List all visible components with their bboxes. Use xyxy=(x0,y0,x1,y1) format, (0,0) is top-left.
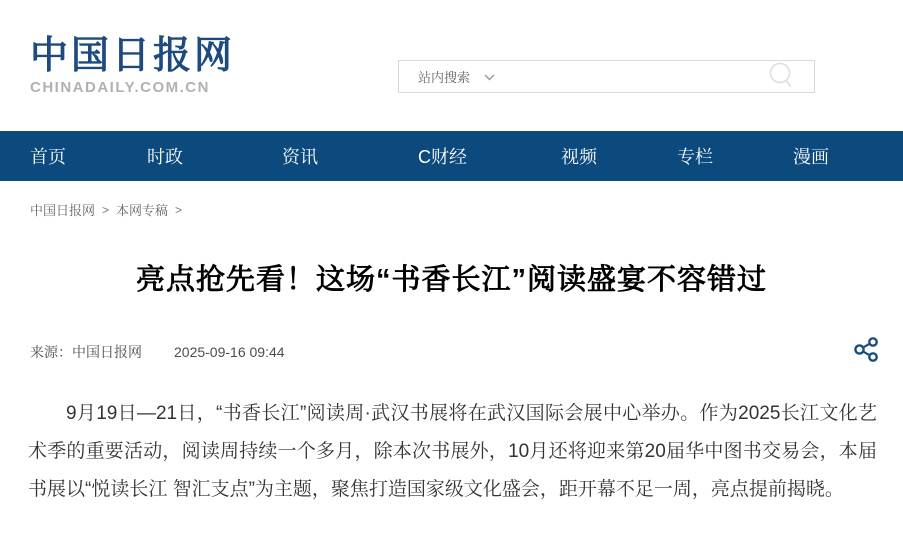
breadcrumb-separator: > xyxy=(175,202,183,217)
nav-item-video[interactable]: 视频 xyxy=(561,147,597,167)
nav-item-politics[interactable]: 时政 xyxy=(147,147,183,167)
site-search-box[interactable] xyxy=(398,60,815,93)
article-publish-time: 2025-09-16 09:44 xyxy=(174,344,285,360)
chevron-down-icon xyxy=(484,68,495,86)
share-icon xyxy=(851,334,882,368)
search-category-label: 站内搜索 xyxy=(418,70,471,85)
breadcrumb xyxy=(30,200,903,219)
breadcrumb-item-home[interactable]: 中国日报网 xyxy=(30,203,96,218)
article-title: 亮点抢先看！这场“书香长江”阅读盛宴不容错过 xyxy=(135,264,767,296)
nav-item-finance[interactable]: C财经 xyxy=(418,147,467,167)
site-header xyxy=(0,0,903,131)
article-meta xyxy=(30,338,903,366)
main-navigation xyxy=(0,131,903,181)
breadcrumb-separator: > xyxy=(102,202,110,217)
nav-item-home[interactable]: 首页 xyxy=(30,147,66,167)
search-button[interactable] xyxy=(767,61,794,93)
site-logo-english: CHINADAILY.COM.CN xyxy=(30,79,210,96)
nav-item-columns[interactable]: 专栏 xyxy=(677,147,713,167)
breadcrumb-item-section[interactable]: 本网专稿 xyxy=(116,203,169,218)
site-logo[interactable] xyxy=(30,34,235,96)
nav-item-cartoon[interactable]: 漫画 xyxy=(793,147,829,167)
search-icon xyxy=(767,61,794,93)
article-source xyxy=(30,342,142,362)
article-source-value: 中国日报网 xyxy=(72,344,142,360)
search-category-dropdown[interactable] xyxy=(399,67,495,86)
article-body-paragraph: 9月19日—21日，“书香长江”阅读周·武汉书展将在武汉国际会展中心举办。作为2025长江文化艺术季的重要活动，阅读周持续一个多月，除本次书展外，10月还将迎来第20届华中图书交易会，本届书展以“悦读长江 智汇支点”为主题，聚焦打造国家级文化盛会，距开幕不足一周，亮点提前揭晓。 xyxy=(28,403,877,500)
site-logo-chinese: 中国日报网 xyxy=(30,35,236,77)
share-button[interactable] xyxy=(851,334,882,368)
article-source-label: 来源： xyxy=(30,344,72,360)
nav-item-news[interactable]: 资讯 xyxy=(282,147,318,167)
